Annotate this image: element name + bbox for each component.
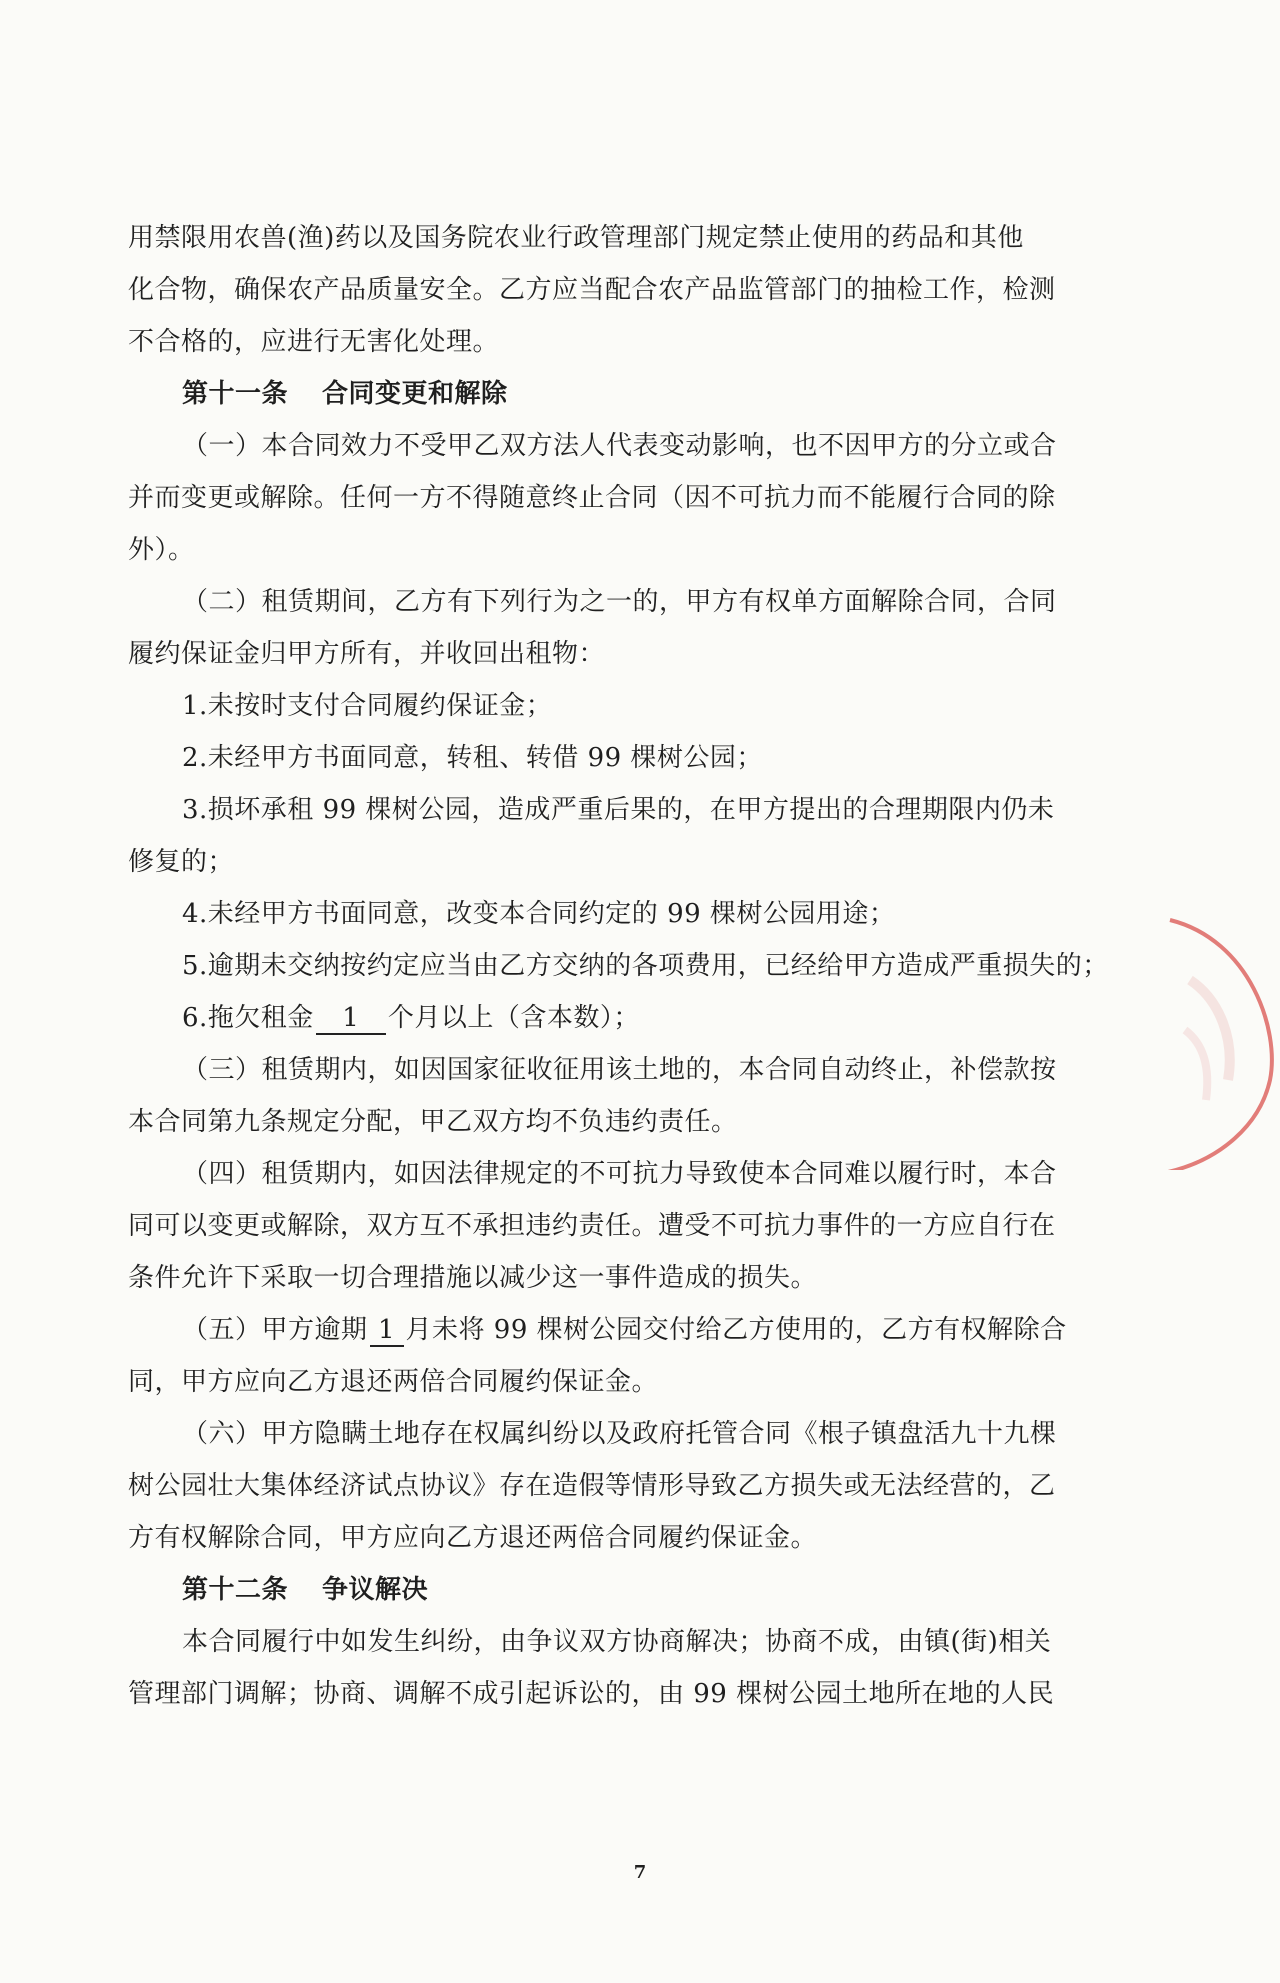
paragraph-line: 化合物，确保农产品质量安全。乙方应当配合农产品监管部门的抽检工作，检测 (128, 275, 1056, 305)
paragraph-line: （三）租赁期内，如因国家征收征用该土地的，本合同自动终止，补偿款按 (182, 1055, 1057, 1085)
fill-prefix: （五）甲方逾期 (182, 1315, 368, 1345)
list-item: 4.未经甲方书面同意，改变本合同约定的 99 棵树公园用途； (182, 899, 896, 929)
paragraph-line: 履约保证金归甲方所有，并收回出租物： (128, 639, 606, 669)
paragraph-line: 条件允许下采取一切合理措施以减少这一事件造成的损失。 (128, 1263, 818, 1293)
list-item (128, 992, 1088, 1044)
paragraph-line: 本合同履行中如发生纠纷，由争议双方协商解决；协商不成，由镇(街)相关 (182, 1627, 1052, 1657)
list-item-continuation: 修复的； (128, 847, 235, 877)
article-number: 第十二条 (182, 1575, 289, 1605)
paragraph-line: （六）甲方隐瞒土地存在权属纠纷以及政府托管合同《根子镇盘活九十九棵 (182, 1419, 1057, 1449)
page-number: 7 (633, 1862, 647, 1883)
article-number: 第十一条 (182, 379, 289, 409)
fill-suffix: 月未将 99 棵树公园交付给乙方使用的，乙方有权解除合 (405, 1315, 1067, 1345)
filled-blank: 1 (370, 1315, 404, 1347)
paragraph-line: （四）租赁期内，如因法律规定的不可抗力导致使本合同难以履行时，本合 (182, 1159, 1057, 1189)
paragraph-line: （一）本合同效力不受甲乙双方法人代表变动影响，也不因甲方的分立或合 (182, 431, 1057, 461)
document-body (128, 212, 1109, 1720)
filled-blank: 1 (316, 1003, 386, 1035)
list-item: 3.损坏承租 99 棵树公园，造成严重后果的，在甲方提出的合理期限内仍未 (182, 795, 1055, 825)
list-item: 2.未经甲方书面同意，转租、转借 99 棵树公园； (182, 743, 763, 773)
paragraph-line: 管理部门调解；协商、调解不成引起诉讼的，由 99 棵树公园土地所在地的人民 (128, 1679, 1055, 1709)
paragraph-line: 方有权解除合同，甲方应向乙方退还两倍合同履约保证金。 (128, 1523, 818, 1553)
article-title: 争议解决 (322, 1575, 429, 1605)
paragraph-line: 用禁限用农兽(渔)药以及国务院农业行政管理部门规定禁止使用的药品和其他 (128, 223, 1024, 253)
paragraph-line: 本合同第九条规定分配，甲乙双方均不负违约责任。 (128, 1107, 738, 1137)
paragraph-line (128, 1304, 1088, 1356)
paragraph-line: 外）。 (128, 535, 195, 565)
article-12-heading (128, 1564, 1088, 1616)
paragraph-line: （二）租赁期间，乙方有下列行为之一的，甲方有权单方面解除合同，合同 (182, 587, 1057, 617)
article-11-heading (128, 368, 1088, 420)
paragraph-line: 同，甲方应向乙方退还两倍合同履约保证金。 (128, 1367, 659, 1397)
article-title: 合同变更和解除 (322, 379, 508, 409)
list-item: 1.未按时支付合同履约保证金； (182, 691, 553, 721)
paragraph-line: 树公园壮大集体经济试点协议》存在造假等情形导致乙方损失或无法经营的，乙 (128, 1471, 1056, 1501)
paragraph-line: 并而变更或解除。任何一方不得随意终止合同（因不可抗力而不能履行合同的除 (128, 483, 1056, 513)
fill-suffix: 个月以上（含本数）； (387, 1003, 640, 1033)
seal-stamp-fragment (1160, 910, 1280, 1170)
paragraph-line: 不合格的，应进行无害化处理。 (128, 327, 500, 357)
list-item: 5.逾期未交纳按约定应当由乙方交纳的各项费用，已经给甲方造成严重损失的； (182, 951, 1109, 981)
fill-prefix: 6.拖欠租金 (182, 1003, 314, 1033)
paragraph-line: 同可以变更或解除，双方互不承担违约责任。遭受不可抗力事件的一方应自行在 (128, 1211, 1056, 1241)
